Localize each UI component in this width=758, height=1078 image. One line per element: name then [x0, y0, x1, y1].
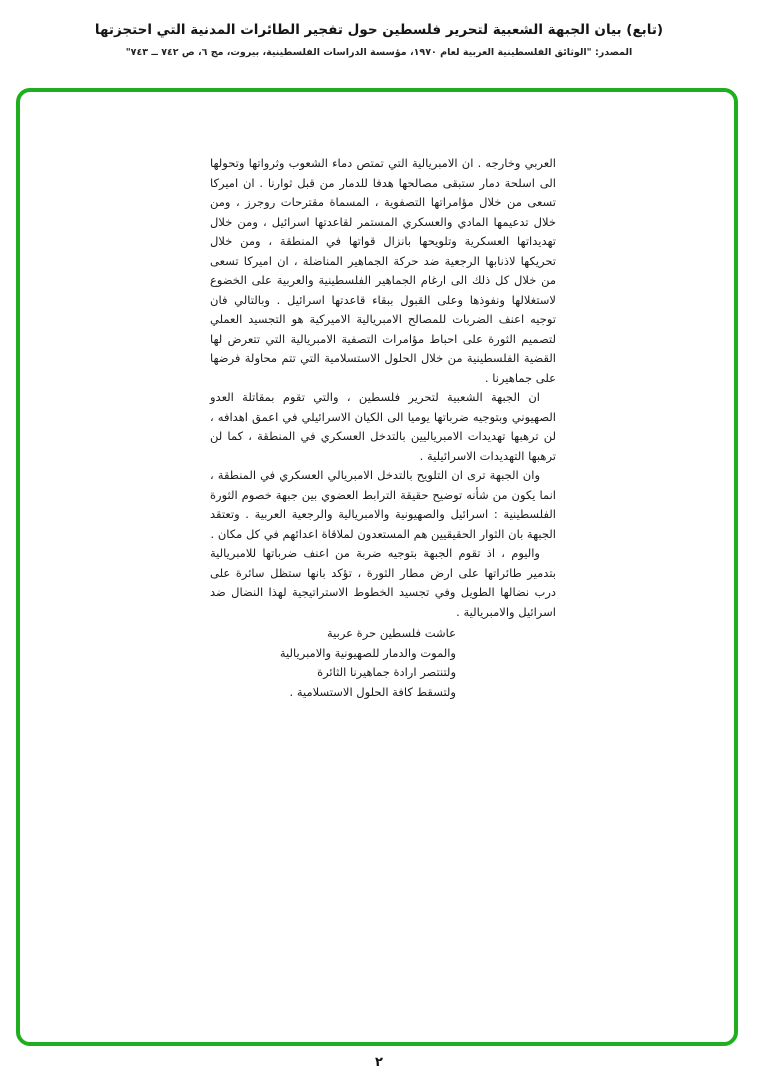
document-title: (تابع) بيان الجبهة الشعبية لتحرير فلسطين حول تفجير الطائرات المدنية التي احتجزتها — [94, 22, 664, 38]
content-border-box — [16, 88, 738, 1046]
closing-line: عاشت فلسطين حرة عربية — [326, 626, 456, 640]
closing-lines — [210, 624, 556, 702]
closing-line: ولتسقط كافة الحلول الاستسلامية . — [289, 684, 456, 699]
body-text — [210, 154, 556, 702]
closing-line: والموت والدمار للصهيونية والامبريالية — [279, 645, 456, 660]
paragraph: ان الجبهة الشعبية لتحرير فلسطين ، والتي تقوم بمقاتلة العدو الصهيوني وبتوجيه ضرباتها يوميا الى الكيان الاسرائيلي في اعمق اهدافه ، لن ترهبها تهديدات الامبرياليين بالتدخل العسكري في المنطقة ، كما لن ترهبها التهديدات الاسرائيلية . — [210, 390, 556, 463]
paragraph: العربي وخارجه . ان الامبريالية التي تمتص دماء الشعوب وثرواتها وتحولها الى اسلحة دمار ستبقى مصالحها هدفا للدمار من قبل ثوارنا . ان اميركا تسعى من خلال مؤامراتها التصفوية ، المسماة مقترحات روجرز ، ومن خلال تدعيمها المادي والعسكري المستمر لقاعدتها اسرائيل ، ومن خلال تهديداتها العسكرية وتلويحها بانزال قواتها في المنطقة ، ومن خلال تحريكها لاذنابها الرجعية ضد حركة الجماهير المناضلة ، ان اميركا تسعى من خلال كل ذلك الى ارغام الجماهير الفلسطينية والعربية على الخضوع لاستغلالها ونفوذها وعلى القبول ببقاء قاعدتها اسرائيل . وبالتالي فان توجيه اعنف الضربات للمصالح الامبريالية الاميركية هو التجسيد العملي لتصميم الثورة على احباط مؤامرات التصفية الامبريالية التي تتعرض لها القضية الفلسطينية من خلال الحلول الاستسلامية التي تتم محاولة فرضها على جماهيرنا . — [210, 156, 556, 385]
closing-line: ولتنتصر ارادة جماهيرنا الثائرة — [317, 665, 456, 679]
source-line: المصدر: "الوثائق الفلسطينية العربية لعام ١٩٧٠، مؤسسة الدراسات الفلسطينية، بيروت، مج ٦، ص ٧٤٢ ــ ٧٤٣" — [125, 47, 633, 58]
paragraph: واليوم ، اذ تقوم الجبهة بتوجيه ضربة من اعنف ضرباتها للامبريالية بتدمير طائراتها على ارض مطار الثورة ، تؤكد بانها ستظل سائرة على درب نضالها الطويل وفي تجسيد الخطوط الاستراتيجية لهذا النضال ضد اسرائيل والامبريالية . — [210, 546, 556, 619]
body-paragraphs — [210, 154, 556, 622]
paragraph: وان الجبهة ترى ان التلويح بالتدخل الامبريالي العسكري في المنطقة ، انما يكون من شأنه توضيح حقيقة الترابط العضوي بين جبهة خصوم الثورة الفلسطينية : اسرائيل والصهيونية والامبريالية والرجعية العربية . وتعتقد الجبهة بان الثوار الحقيقيين هم المستعدون لملاقاة اعدائهم في كل مكان . — [210, 468, 556, 541]
page-number: ٢ — [375, 1055, 383, 1070]
document-header — [0, 22, 758, 58]
